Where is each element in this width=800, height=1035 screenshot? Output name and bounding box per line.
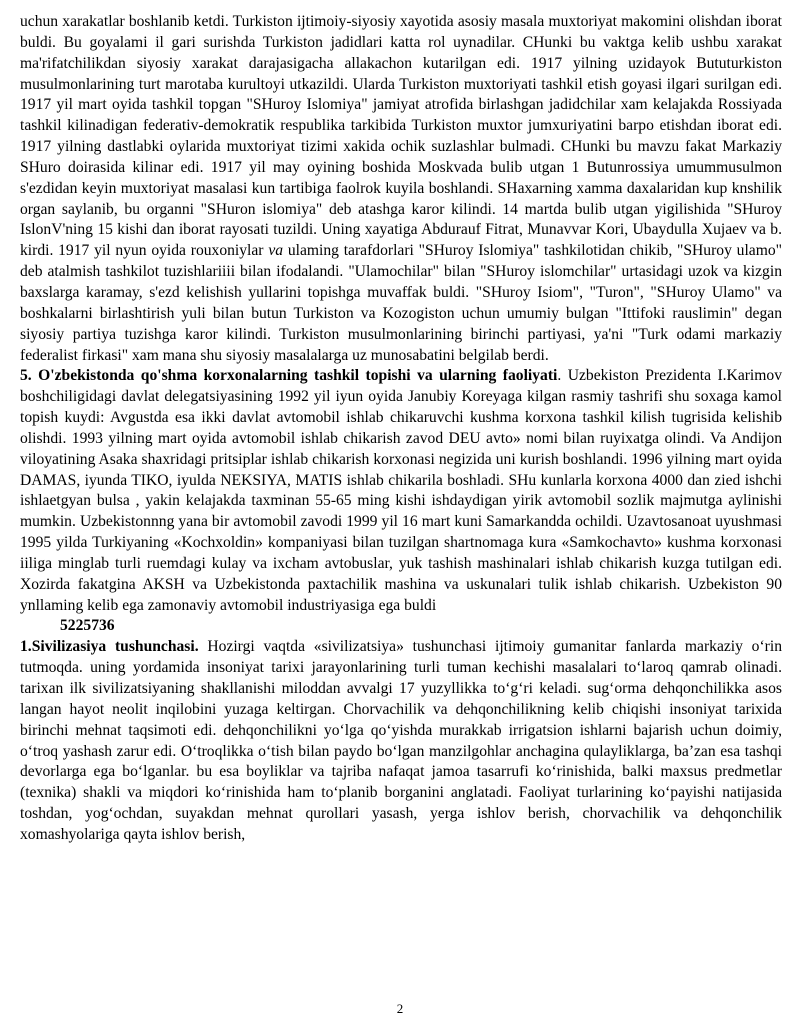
paragraph-joint-ventures (20, 366, 782, 616)
paragraph-muxtoriyat (20, 12, 782, 366)
document-code: 5225736 (60, 617, 115, 635)
paragraph-text: . Uzbekiston Prezidenta I.Karimov boshchiligidagi davlat delegatsiyasining 1992 yil iyun oyida Janubiy Koreyaga kilgan rasmiy tashrifi shu soxaga kamol topish kuydi: Avgustda esa ikki davlat avtomobil ishlab chikaruvchi kushma korxona tashkil kilish tugrisida kelishib olishdi. 1993 yilning mart oyida avtomobil ishlab chikarish zavod DEU avto» nomi bilan ruyixatga olindi. Va Andijon viloyatining Asaka shaxridagi pritsiplar ishlab chikarish korxonasi negizida uni kurish boshlandi. 1996 yilning mart oyida DAMAS, iyunda TIKO, iyulda NEKSIYA, MATIS ishlab chikarila boshladi. SHu kunlarla korxona 4000 dan zied ishchi ishlaetgyan bulsa , yakin kelajakda taxminan 55-65 ming kishi ishdaydigan yirik avtomobil sozlik majmutga aylinishi mumkin. Uzbekistonnng yana bir avtomobil zavodi 1999 yil 16 mart kuni Samarkandda ochildi. Uzavtosanoat uyushmasi 1995 yilda Turkiyaning «Kochxoldin» kompaniyasi bilan tuzilgan shartnomaga kura «Samkochavto» kushma korxonasi iiliga minglab turli ruemdagi kulay va ixcham avtobuslar, yuk tashish mashinalari ishlab chikarish kuzga tutilgan edi. Xozirda fakatgina AKSH va Uzbekistonda paxtachilik mashina va uskunalari tulik ishlab chikarish. Uzbekiston 90 ynllaming kelib ega zamonaviy avtomobil industriyasiga ega buldi (20, 367, 782, 614)
section-heading-1: 1.Sivilizasiya tushunchasi. (20, 638, 199, 656)
document-body (20, 12, 782, 846)
paragraph-text: ulaming tarafdorlari "SHuroy Islomiya" tashkilotidan chikib, "SHuroy ulamo" deb atalmish tashkilot tuzishlariiii bilan ifodalandi. "Ulamochilar" bilan "SHuroy islomchilar" urtasidagi uzok va kizgin baxslarga karamay, s'ezd kelishish yullarini topishga muvaffak buldi. "SHuroy Isiom", "Turon", "SHuroy Ulamo" va boshkalarni birlashtirish yuli bilan butun Turkiston va Kozogiston uchun umumiy bulgan "Ittifoki rauslimin" degan siyosiy partiya tuzishga karor kilindi. Turkiston musulmonlarining birinchi partiyasi, ya'ni "Turk odami markaziy federalist firkasi" xam mana shu siyosiy masalalarga uz munosabatini belgilab berdi. (20, 242, 783, 364)
italic-word: va (268, 242, 284, 260)
paragraph-text: Hozirgi vaqtda «sivilizatsiya» tushunchasi ijtimoiy gumanitar fanlarda markaziy o‘rin tutmoqda. uning yordamida insoniyat tarixi jarayonlarining turli tuman kechishi masalalari to‘laroq qamrab olinadi. tarixan ilk sivilizatsiyaning shakllanishi miloddan avvalgi 17 yuzyllikka to‘g‘ri keladi. sug‘orma dehqonchilikka asos langan hayot neolit inqilobini yuzaga keltirgan. Chorvachilik va dehqonchilikning kelib chiqishi insoniyat tarixida birinchi mehnat taqsimoti edi. dehqonchilikni yo‘lga qo‘yishda murakkab irrigatsion ishlarni bajarish uchun doimiy, o‘troq yashash zarur edi. O‘troqlikka o‘tish bilan paydo bo‘lgan manzilgohlar anchagina qulayliklarga, ba’zan esa tashqi devorlarga ega bo‘lganlar. bu esa boyliklar va tajriba nafaqat jamoa tasarrufi ko‘rinishida, balki maxsus predmetlar (texnika) shakli va miqdori ko‘rinishida ham to‘planib borganini anglatadi. Faoliyat turlarining ko‘payishi natijasida toshdan, yog‘ochdan, suyakdan mehnat qurollari yasash, yerga ishlov berish, chorvachilik va dehqonchilik xomashyolariga qayta ishlov berish, (20, 638, 782, 843)
paragraph-civilization (20, 637, 782, 845)
section-heading-5: 5. O'zbekistonda qo'shma korxonalarning tashkil topishi va ularning faoliyati (20, 367, 558, 385)
paragraph-text: uchun xarakatlar boshlanib ketdi. Turkiston ijtimoiy-siyosiy xayotida asosiy masala muxtoriyat makomini olishdan iborat buldi. Bu goyalami il gari surishda Turkiston jadidlari katta rol uynadilar. CHunki bu vaktga kelib ushbu xarakat ma'rifatchilikdan siyosiy xarakat darajasigacha allakachon kutarilgan edi. 1917 yilning uzidayok Bututurkiston musulmonlarining turt marotaba kurultoyi utkazildi. Ularda Turkiston muxtoriyati tashkil etish goyasi ilgari surilgan edi. 1917 yil mart oyida tashkil topgan "SHuroy Islomiya" jamiyat atrofida birlashgan jadidchilar xam kelajakda Rossiyada tashkil kilinadigan federativ-demokratik respublika tarkibida Turkiston muxtor jumxuriyatini barpo etishdan iborat edi. 1917 yilning dastlabki oylarida muxtoriyat tizimi xakida ochik suzlashlar bulmadi. CHunki bu mavzu fakat Markaziy SHuro doirasida kilinar edi. 1917 yil may oyining boshida Moskvada bulib utgan 1 Butunrossiya umummusulmon s'ezdidan keyin muxtoriyat masalasi kun tartibiga faolrok kuyila boshlandi. SHaxarning xamma daxalaridan kup knshilik organ saylanib, bu organni "SHuron islomiya" deb atashga karor kilindi. 14 martda bulib utgan yigilishida "SHuroy IslonV'ning 15 kishi dan iborat rayosati tuzildi. Uning xayatiga Abdurauf Fitrat, Munavvar Kori, Ubaydulla Xujaev va b. kirdi. 1917 yil nyun oyida rouxoniylar (20, 13, 782, 260)
page-number: 2 (396, 1001, 404, 1016)
